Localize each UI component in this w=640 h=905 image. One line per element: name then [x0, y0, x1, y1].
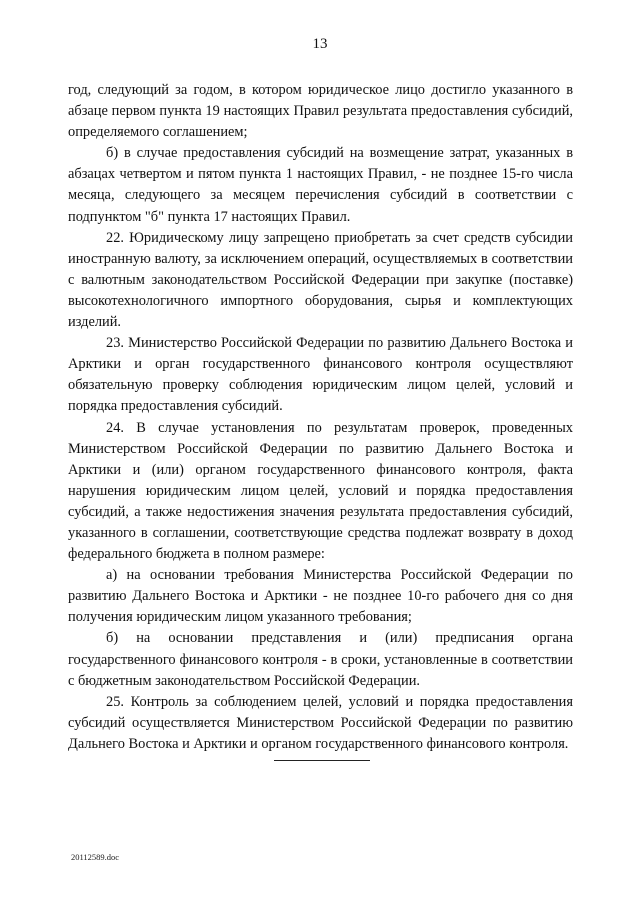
paragraph-subitem-a-requirement: а) на основании требования Министерства Российской Федерации по развитию Дальнего Востока и Арктики - не позднее 10-го рабочего дня со дня получения юридическим лицом указанного требования;: [68, 567, 573, 626]
paragraph-clause-22: 22. Юридическому лицу запрещено приобретать за счет средств субсидии иностранную валюту, за исключением операций, осуществляемых в соответствии с валютным законодательством Российской Федерации при закупке (поставке) высокотехнологичного импортного оборудования, сырья и комплектующих изделий.: [68, 229, 573, 331]
paragraph-clause-23: 23. Министерство Российской Федерации по развитию Дальнего Востока и Арктики и орган государственного финансового контроля осуществляют обязательную проверку соблюдения юридическим лицом целей, условий и порядка предоставления субсидий.: [68, 335, 573, 415]
paragraph-continuation: год, следующий за годом, в котором юридическое лицо достигло указанного в абзаце первом пункта 19 настоящих Правил результата предоставления субсидий, определяемого соглашением;: [68, 82, 573, 141]
end-separator-line: [274, 760, 370, 761]
paragraph-subitem-b-deadline: б) в случае предоставления субсидий на возмещение затрат, указанных в абзацах четвертом и пятом пункта 1 настоящих Правил, - не позднее 15-го числа месяца, следующего за месяцем перечисления субсидий в соответствии с подпунктом "б" пункта 17 настоящих Правил.: [68, 145, 573, 225]
paragraph-clause-24: 24. В случае установления по результатам проверок, проведенных Министерством Российской Федерации по развитию Дальнего Востока и Арктики и (или) органом государственного финансового контроля, факта нарушения юридическим лицом целей, условий и порядка предоставления субсидий, а также недостижения значения результата предоставления субсидий, указанного в соглашении, соответствующие средства подлежат возврату в доход федерального бюджета в полном размере:: [68, 419, 573, 563]
paragraph-subitem-b-representation: б) на основании представления и (или) предписания органа государственного финансового контроля - в сроки, установленные в соответствии с бюджетным законодательством Российской Федерации.: [68, 630, 573, 689]
paragraph-clause-25: 25. Контроль за соблюдением целей, условий и порядка предоставления субсидий осуществляется Министерством Российской Федерации по развитию Дальнего Востока и Арктики и органом государственного финансового контроля.: [68, 693, 573, 752]
page-number: 13: [312, 36, 328, 52]
document-body: [68, 80, 573, 755]
footer-filename: 20112589.doc: [71, 852, 120, 862]
